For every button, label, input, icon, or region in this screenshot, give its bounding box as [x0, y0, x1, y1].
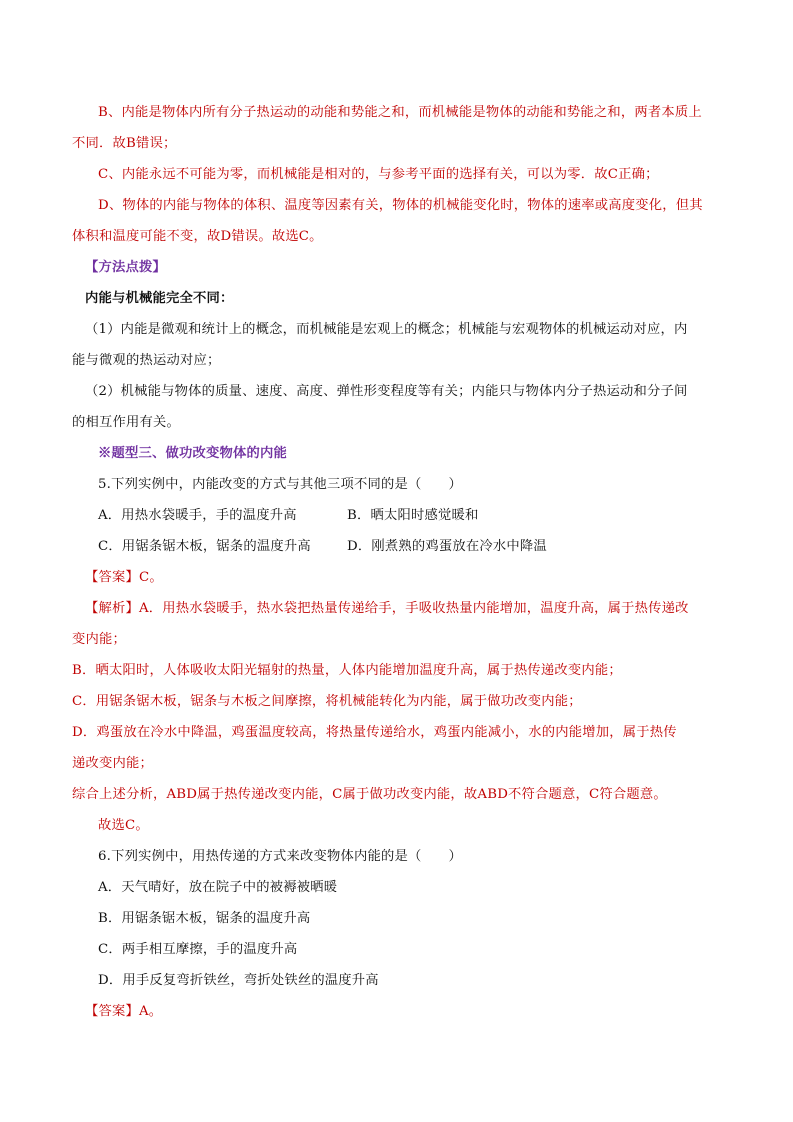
question-6-answer: 【答案】A。: [85, 1004, 163, 1019]
question-6-stem: 6.下列实例中，用热传递的方式来改变物体内能的是（ ）: [98, 849, 463, 864]
method-point-1-line2: 能与微观的热运动对应；: [72, 353, 221, 368]
question-5-option-a: A．用热水袋暖手，手的温度升高: [98, 508, 297, 523]
method-subheading: 内能与机械能完全不同：: [85, 291, 234, 306]
question-5-stem: 5.下列实例中，内能改变的方式与其他三项不同的是（ ）: [98, 477, 463, 492]
question-5-option-b: B．晒太阳时感觉暖和: [347, 508, 479, 523]
question-5-answer: 【答案】C。: [85, 570, 163, 585]
analysis-option-d-line2: 体积和温度可能不变，故D错误。故选C。: [72, 229, 323, 244]
analysis-option-c: C、内能永远不可能为零，而机械能是相对的，与参考平面的选择有关，可以为零．故C正确；: [98, 167, 659, 182]
question-5-analysis-d-line1: D．鸡蛋放在冷水中降温，鸡蛋温度较高，将热量传递给水，鸡蛋内能减小，水的内能增加，属于热传: [72, 725, 677, 740]
question-5-choose: 故选C。: [98, 818, 149, 833]
method-point-2-line1: （2）机械能与物体的质量、速度、高度、弹性形变程度等有关；内能只与物体内分子热运动和分子间: [85, 384, 688, 399]
question-5-option-c: C．用锯条锯木板，锯条的温度升高: [98, 539, 311, 554]
method-heading: 【方法点拨】: [85, 260, 166, 275]
method-point-1-line1: （1）内能是微观和统计上的概念，而机械能是宏观上的概念；机械能与宏观物体的机械运动对应，内: [85, 322, 688, 337]
question-5-analysis-b: B．晒太阳时，人体吸收太阳光辐射的热量，人体内能增加温度升高，属于热传递改变内能；: [72, 663, 622, 678]
question-5-summary: 综合上述分析，ABD属于热传递改变内能，C属于做功改变内能，故ABD不符合题意，C符合题意。: [72, 787, 667, 802]
analysis-option-b-line1: B、内能是物体内所有分子热运动的动能和势能之和，而机械能是物体的动能和势能之和，两者本质上: [98, 105, 702, 120]
question-5-option-d: D．刚煮熟的鸡蛋放在冷水中降温: [347, 539, 547, 554]
question-5-analysis-d-line2: 递改变内能；: [72, 756, 153, 771]
question-6-option-d: D．用手反复弯折铁丝，弯折处铁丝的温度升高: [98, 973, 379, 988]
section-heading: ※题型三、做功改变物体的内能: [98, 446, 287, 461]
question-6-option-a: A．天气晴好，放在院子中的被褥被晒暖: [98, 880, 338, 895]
question-5-analysis-a-line2: 变内能；: [72, 632, 126, 647]
question-6-option-c: C．两手相互摩擦，手的温度升高: [98, 942, 298, 957]
analysis-option-d-line1: D、物体的内能与物体的体积、温度等因素有关，物体的机械能变化时，物体的速率或高度变化，但其: [98, 198, 703, 213]
question-5-analysis-c: C．用锯条锯木板，锯条与木板之间摩擦，将机械能转化为内能，属于做功改变内能；: [72, 694, 582, 709]
question-5-analysis-a-line1: 【解析】A．用热水袋暖手，热水袋把热量传递给手，手吸收热量内能增加，温度升高，属于热传递改: [85, 601, 689, 616]
question-6-option-b: B．用锯条锯木板，锯条的温度升高: [98, 911, 311, 926]
method-point-2-line2: 的相互作用有关。: [72, 415, 180, 430]
analysis-option-b-line2: 不同．故B错误；: [72, 136, 177, 151]
